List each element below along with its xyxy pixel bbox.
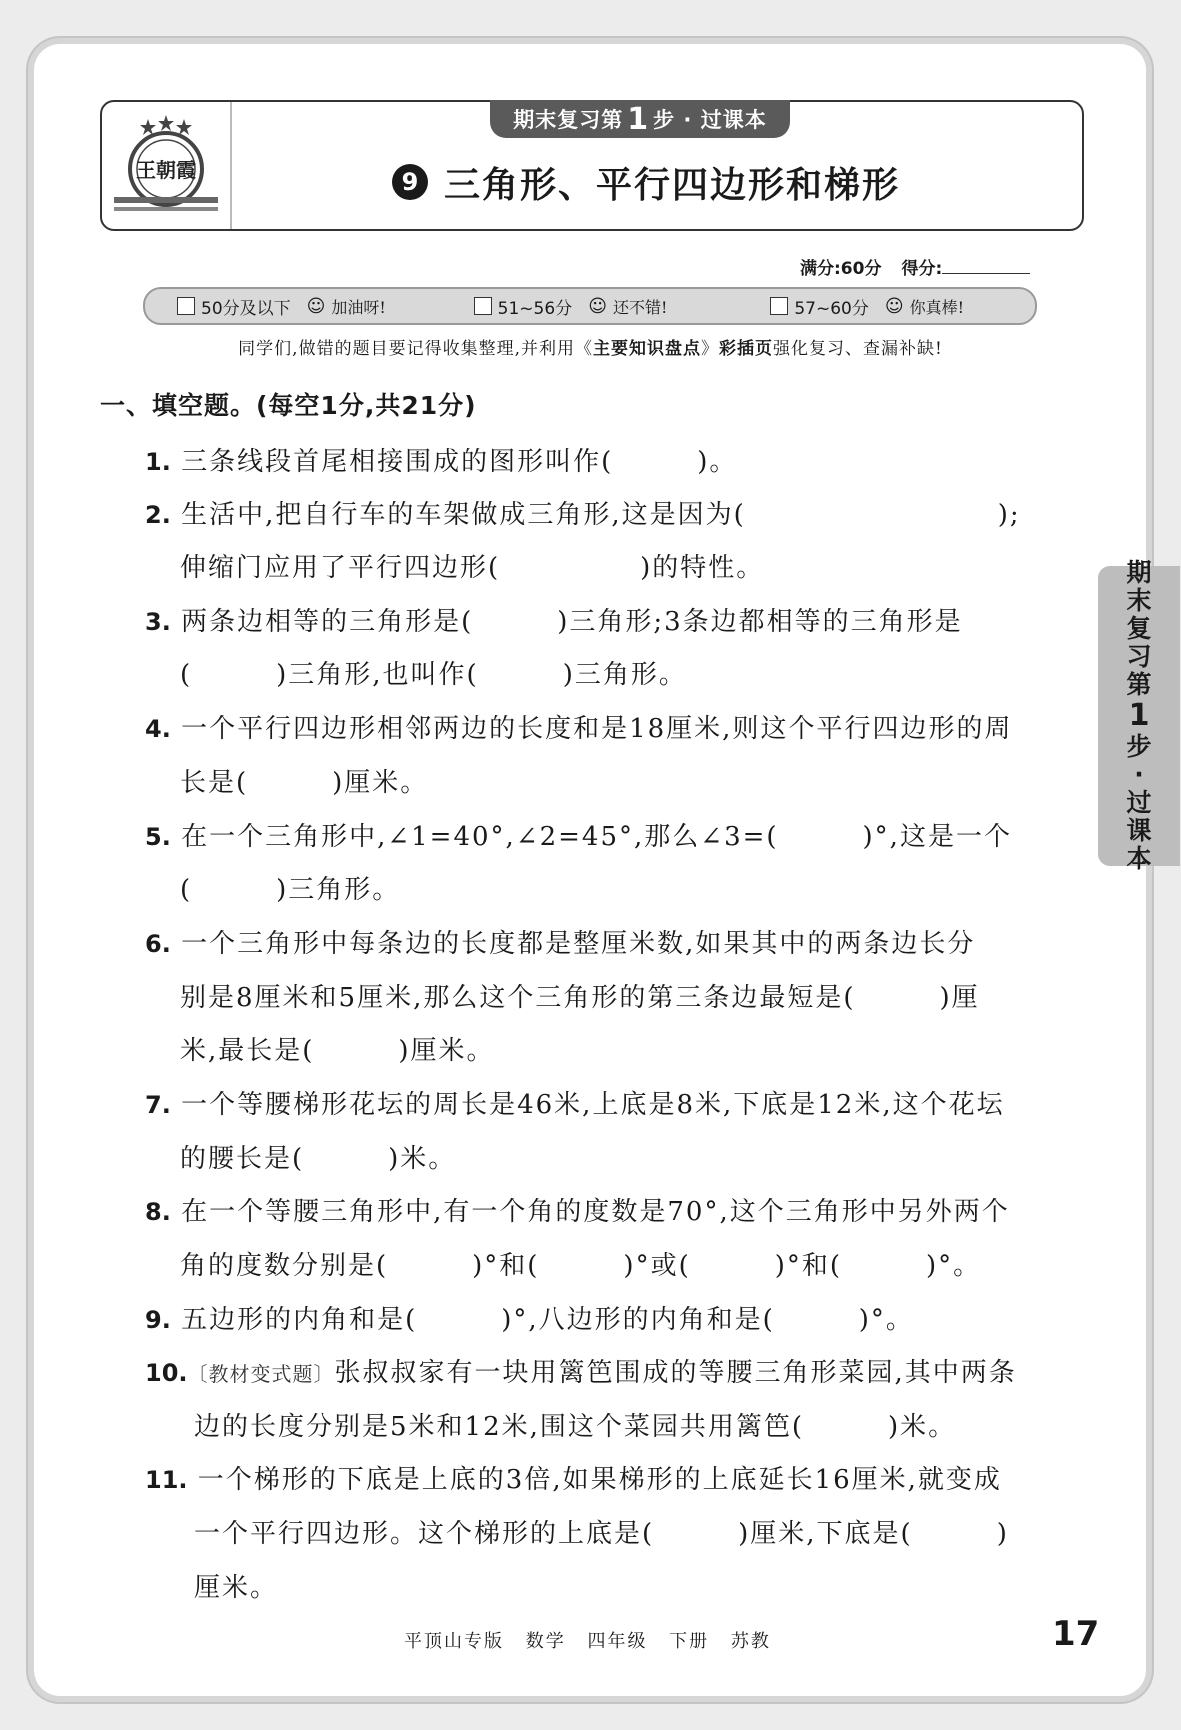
footer-edition: 平顶山专版 数学 四年级 下册 苏教	[404, 1631, 771, 1652]
chapter-header	[100, 100, 1084, 231]
question-11: 11. 一个梯形的下底是上底的3倍,如果梯形的上底延长16厘米,就变成	[145, 1465, 1002, 1495]
chapter-title-text: 三角形、平行四边形和梯形	[444, 164, 901, 206]
checkbox[interactable]	[177, 297, 195, 315]
question-3-cont: ( )三角形,也叫作( )三角形。	[180, 660, 687, 690]
score-field[interactable]: 得分:	[901, 254, 1030, 279]
question-11-cont: 厘米。	[194, 1573, 279, 1603]
question-10: 10.〔教材变式题〕张叔叔家有一块用篱笆围成的等腰三角形菜园,其中两条	[145, 1358, 1017, 1388]
question-9: 9. 五边形的内角和是( )°,八边形的内角和是( )°。	[145, 1305, 914, 1335]
question-5-cont: ( )三角形。	[180, 875, 401, 905]
question-8: 8. 在一个等腰三角形中,有一个角的度数是70°,这个三角形中另外两个	[145, 1197, 1010, 1227]
question-11-cont: 一个平行四边形。这个梯形的上底是( )厘米,下底是( )	[194, 1519, 1009, 1549]
score-line	[800, 254, 1030, 279]
question-6-cont: 米,最长是( )厘米。	[180, 1036, 495, 1066]
question-2: 2. 生活中,把自行车的车架做成三角形,这是因为( );	[145, 500, 1021, 530]
question-7-cont: 的腰长是( )米。	[180, 1144, 457, 1174]
study-notice: 同学们,做错的题目要记得收集整理,并利用《主要知识盘点》彩插页强化复习、查漏补缺!	[238, 339, 943, 359]
svg-text:王朝霞: 王朝霞	[136, 157, 196, 182]
smiley-icon: ☺	[884, 295, 904, 317]
smiley-icon: ☺	[306, 295, 326, 317]
question-10-cont: 边的长度分别是5米和12米,围这个菜园共用篱笆( )米。	[194, 1412, 957, 1442]
full-score: 满分:60分	[800, 259, 882, 279]
question-4: 4. 一个平行四边形相邻两边的长度和是18厘米,则这个平行四边形的周	[145, 714, 1013, 744]
smiley-icon: ☺	[588, 295, 607, 317]
checkbox[interactable]	[770, 297, 788, 315]
question-3: 3. 两条边相等的三角形是( )三角形;3条边都相等的三角形是	[145, 607, 963, 637]
seal-icon	[110, 111, 222, 221]
section-heading: 一、填空题。(每空1分,共21分)	[100, 391, 477, 420]
checkbox[interactable]	[474, 297, 492, 315]
grade-option-high[interactable]: 57~60分 ☺ 你真棒!	[738, 294, 1035, 319]
side-tab: 期 末 复 习 第 1 步 · 过 课 本	[1098, 566, 1180, 866]
page-number: 17	[1052, 1614, 1100, 1654]
question-4-cont: 长是( )厘米。	[180, 768, 429, 798]
review-step-tab: 期末复习第 1 步 · 过课本	[490, 100, 790, 138]
chapter-title	[392, 154, 900, 210]
chapter-number-badge: 9	[392, 164, 428, 200]
question-1: 1. 三条线段首尾相接围成的图形叫作( )。	[145, 447, 738, 477]
grade-option-low[interactable]: 50分及以下 ☺ 加油呀!	[145, 294, 442, 319]
question-8-cont: 角的度数分别是( )°和( )°或( )°和( )°。	[180, 1251, 982, 1281]
question-2-cont: 伸缩门应用了平行四边形( )的特性。	[180, 553, 765, 583]
grade-bar	[143, 287, 1037, 325]
question-7: 7. 一个等腰梯形花坛的周长是46米,上底是8米,下底是12米,这个花坛	[145, 1090, 1005, 1120]
question-6: 6. 一个三角形中每条边的长度都是整厘米数,如果其中的两条边长分	[145, 929, 976, 959]
grade-option-mid[interactable]: 51~56分 ☺ 还不错!	[442, 294, 739, 319]
publisher-logo	[102, 102, 232, 229]
question-5: 5. 在一个三角形中,∠1=40°,∠2=45°,那么∠3=( )°,这是一个	[145, 822, 1012, 852]
question-6-cont: 别是8厘米和5厘米,那么这个三角形的第三条边最短是( )厘	[180, 983, 980, 1013]
textbook-variant-tag: 〔教材变式题〕	[187, 1362, 335, 1386]
